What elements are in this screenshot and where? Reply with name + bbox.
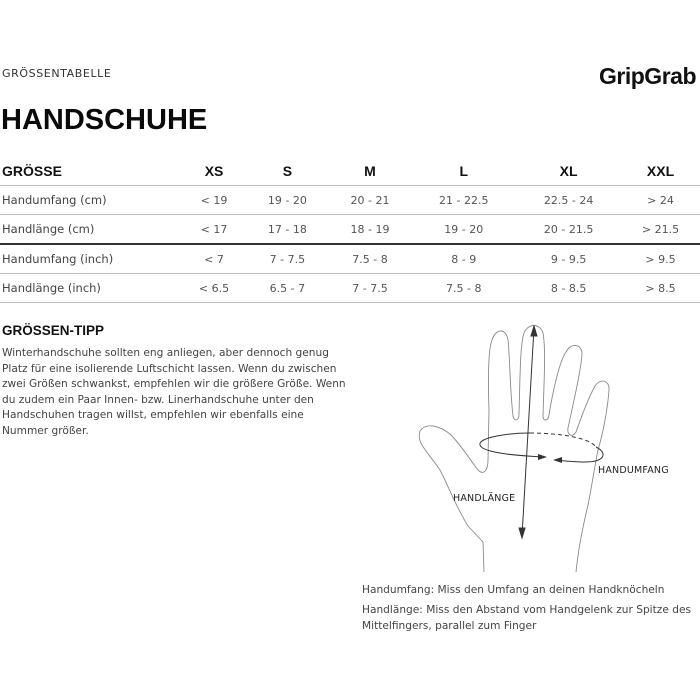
- tip-title: GRÖSSEN-TIPP: [2, 323, 105, 338]
- handumfang-label: HANDUMFANG: [598, 465, 669, 476]
- table-cell: < 7: [182, 244, 246, 274]
- table-cell: 7.5 - 8: [329, 244, 412, 274]
- section-eyebrow: GRÖSSENTABELLE: [2, 67, 112, 80]
- table-cell: 21 - 22.5: [411, 186, 516, 215]
- handlaenge-label: HANDLÄNGE: [453, 493, 516, 504]
- row-label: Handlänge (inch): [0, 274, 182, 303]
- table-row: [0, 215, 700, 245]
- note-length: Handlänge: Miss den Abstand vom Handgelenk zur Spitze des Mittelfingers, parallel zum Finger: [362, 604, 691, 632]
- column-header-xxl: XXL: [646, 163, 675, 179]
- table-cell: 7.5 - 8: [411, 274, 516, 303]
- table-cell: 18 - 19: [329, 215, 412, 245]
- note-circumference: Handumfang: Miss den Umfang an deinen Handknöcheln: [362, 584, 665, 596]
- hand-outline-icon: [410, 320, 700, 575]
- column-header-size: GRÖSSE: [2, 163, 62, 179]
- table-cell: 7 - 7.5: [246, 244, 329, 274]
- column-header-l: L: [459, 163, 469, 179]
- table-cell: 7 - 7.5: [329, 274, 412, 303]
- row-label: Handumfang (cm): [0, 186, 182, 215]
- table-cell: > 24: [621, 186, 700, 215]
- table-cell: 6.5 - 7: [246, 274, 329, 303]
- table-cell: 8 - 9: [411, 244, 516, 274]
- row-label: Handumfang (inch): [0, 244, 182, 274]
- tip-text: Winterhandschuhe sollten eng anliegen, aber dennoch genug Platz für eine isolierende Luftschicht lassen. Wenn du zwischen zwei Größen schwankst, empfehlen wir die größere Größe. Wenn du zudem ein Paar Innen- bzw. Linerhandschuhe unter den Handschuhen tragen willst, empfehlen wir ebenfalls eine Nummer größer.: [2, 347, 346, 437]
- table-row: [0, 186, 700, 215]
- table-cell: 19 - 20: [411, 215, 516, 245]
- hand-measurement-diagram: [410, 320, 700, 575]
- table-cell: 8 - 8.5: [516, 274, 621, 303]
- column-header-xs: XS: [204, 163, 224, 179]
- table-cell: > 9.5: [621, 244, 700, 274]
- table-row: [0, 274, 700, 303]
- table-cell: 20 - 21.5: [516, 215, 621, 245]
- table-cell: < 19: [182, 186, 246, 215]
- table-cell: > 21.5: [621, 215, 700, 245]
- table-cell: < 6.5: [182, 274, 246, 303]
- table-cell: 22.5 - 24: [516, 186, 621, 215]
- table-cell: 19 - 20: [246, 186, 329, 215]
- table-cell: 9 - 9.5: [516, 244, 621, 274]
- table-cell: 20 - 21: [329, 186, 412, 215]
- column-header-xl: XL: [559, 163, 578, 179]
- brand-logo: GripGrab: [599, 63, 696, 89]
- column-header-m: M: [364, 163, 376, 179]
- size-table: [0, 157, 700, 303]
- page-title: HANDSCHUHE: [1, 104, 208, 136]
- table-cell: > 8.5: [621, 274, 700, 303]
- table-row: [0, 244, 700, 274]
- column-header-s: S: [282, 163, 293, 179]
- table-cell: 17 - 18: [246, 215, 329, 245]
- table-header-row: [0, 157, 700, 186]
- table-cell: < 17: [182, 215, 246, 245]
- row-label: Handlänge (cm): [0, 215, 182, 245]
